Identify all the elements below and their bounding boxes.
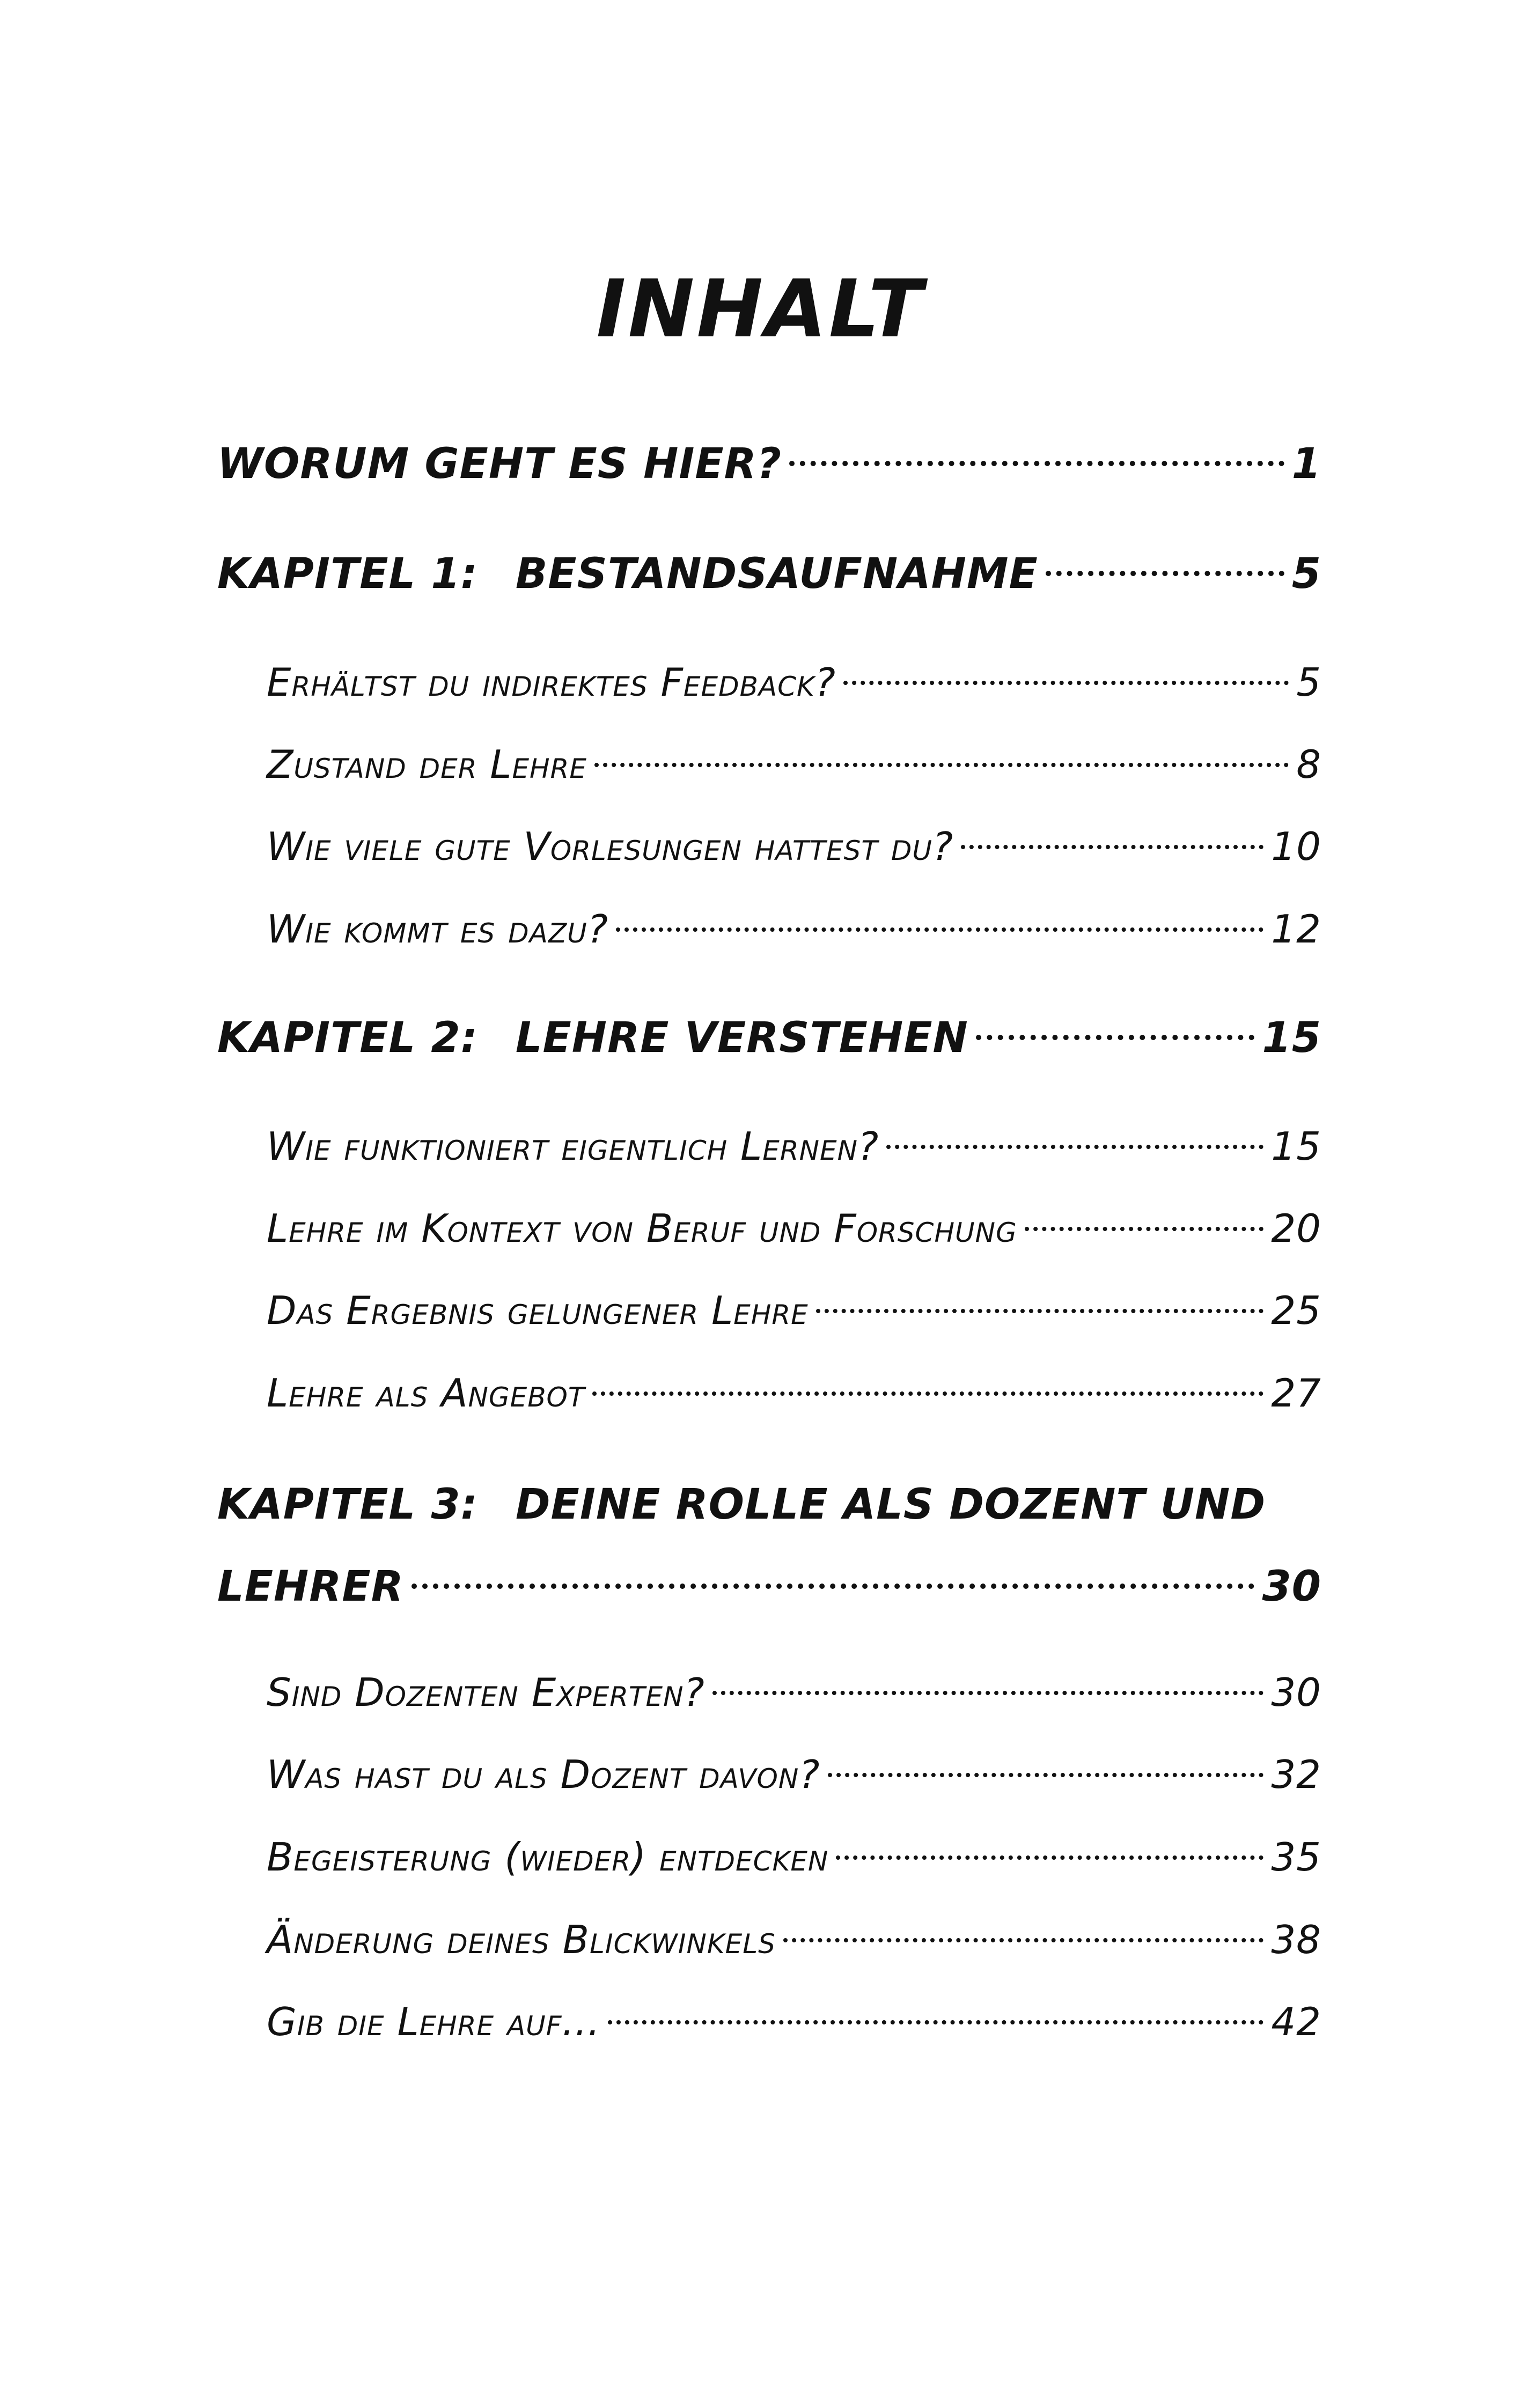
toc-section-label: Zustand der Lehre <box>267 742 587 787</box>
toc-section[interactable] <box>267 907 1321 952</box>
toc-page-number: 20 <box>1271 1206 1321 1251</box>
toc-chapter-3-line2[interactable] <box>217 1563 1321 1611</box>
toc-page-number: 15 <box>1271 1124 1321 1169</box>
dot-leader <box>616 927 1263 932</box>
toc-entry-intro[interactable] <box>217 440 1321 488</box>
dot-leader <box>1046 571 1284 576</box>
chapter-title: BESTANDSAUFNAHME <box>515 550 1038 598</box>
chapter-title-continued: LEHRER <box>217 1563 404 1611</box>
toc-section[interactable] <box>267 1917 1321 1962</box>
dot-leader <box>816 1309 1264 1313</box>
toc-section[interactable] <box>267 660 1321 705</box>
toc-section[interactable] <box>267 1124 1321 1169</box>
toc-page-number: 38 <box>1271 1917 1321 1962</box>
dot-leader <box>712 1691 1264 1695</box>
chapter-number: KAPITEL 1: <box>217 550 478 598</box>
toc-section-label: Erhältst du indirektes Feedback? <box>267 660 836 705</box>
toc-page-number: 15 <box>1262 1014 1321 1062</box>
dot-leader <box>836 1855 1263 1860</box>
dot-leader <box>886 1145 1263 1149</box>
dot-leader <box>594 763 1289 767</box>
toc-section[interactable] <box>267 742 1321 787</box>
toc-section-label: Wie viele gute Vorlesungen hattest du? <box>267 824 954 869</box>
dot-leader <box>783 1938 1264 1942</box>
toc-page-number: 1 <box>1291 440 1321 488</box>
dot-leader <box>412 1584 1255 1589</box>
toc-page-number: 12 <box>1271 907 1321 952</box>
toc-page-number: 25 <box>1271 1288 1321 1333</box>
toc-section-label: Wie funktioniert eigentlich Lernen? <box>267 1124 879 1169</box>
dot-leader <box>828 1773 1264 1777</box>
toc-page-number: 8 <box>1296 742 1321 787</box>
toc-section[interactable] <box>267 1999 1321 2044</box>
dot-leader <box>592 1391 1263 1396</box>
toc-section-label: Begeisterung (wieder) entdecken <box>267 1835 829 1880</box>
chapter-title: LEHRE VERSTEHEN <box>515 1014 968 1062</box>
toc-section[interactable] <box>267 1752 1321 1797</box>
toc-section[interactable] <box>267 1288 1321 1333</box>
toc-chapter-2[interactable] <box>217 1014 1321 1062</box>
dot-leader <box>608 2020 1263 2024</box>
dot-leader <box>961 845 1263 849</box>
toc-chapter-1[interactable] <box>217 550 1321 598</box>
dot-leader <box>843 681 1289 685</box>
toc-section-label: Lehre im Kontext von Beruf und Forschung <box>267 1206 1017 1251</box>
dot-leader <box>976 1035 1255 1040</box>
chapter-number: KAPITEL 2: <box>217 1014 478 1062</box>
toc-section-label: Was hast du als Dozent davon? <box>267 1752 820 1797</box>
chapter-number: KAPITEL 3: <box>217 1481 478 1529</box>
toc-section[interactable] <box>267 1670 1321 1715</box>
toc-section-label: Das Ergebnis gelungener Lehre <box>267 1288 809 1333</box>
toc-section[interactable] <box>267 1371 1321 1416</box>
toc-section-label: Änderung deines Blickwinkels <box>267 1917 776 1962</box>
dot-leader <box>789 461 1284 466</box>
page-title: INHALT <box>596 263 925 355</box>
toc-entry-label: WORUM GEHT ES HIER? <box>217 440 782 488</box>
toc-page-number: 5 <box>1296 660 1321 705</box>
toc-chapter-3-line1[interactable] <box>217 1481 1321 1529</box>
toc-section-label: Wie kommt es dazu? <box>267 907 608 952</box>
dot-leader <box>1025 1227 1264 1231</box>
toc-page-number: 27 <box>1271 1371 1321 1416</box>
toc-chapter-label <box>217 1014 968 1062</box>
toc-page-number: 35 <box>1271 1835 1321 1880</box>
toc-page-number: 42 <box>1271 1999 1321 2044</box>
toc-page-number: 5 <box>1291 550 1321 598</box>
toc-page-number: 30 <box>1262 1563 1321 1611</box>
toc-page-number: 32 <box>1271 1752 1321 1797</box>
toc-section[interactable] <box>267 1835 1321 1880</box>
toc-section[interactable] <box>267 1206 1321 1251</box>
toc-section-label: Lehre als Angebot <box>267 1371 585 1416</box>
toc-chapter-label <box>217 550 1038 598</box>
toc-section-label: Sind Dozenten Experten? <box>267 1670 705 1715</box>
toc-page-number: 10 <box>1271 824 1321 869</box>
toc-page-number: 30 <box>1271 1670 1321 1715</box>
toc-section[interactable] <box>267 824 1321 869</box>
toc-section-label: Gib die Lehre auf... <box>267 1999 601 2044</box>
chapter-title: DEINE ROLLE ALS DOZENT UND <box>515 1481 1266 1529</box>
